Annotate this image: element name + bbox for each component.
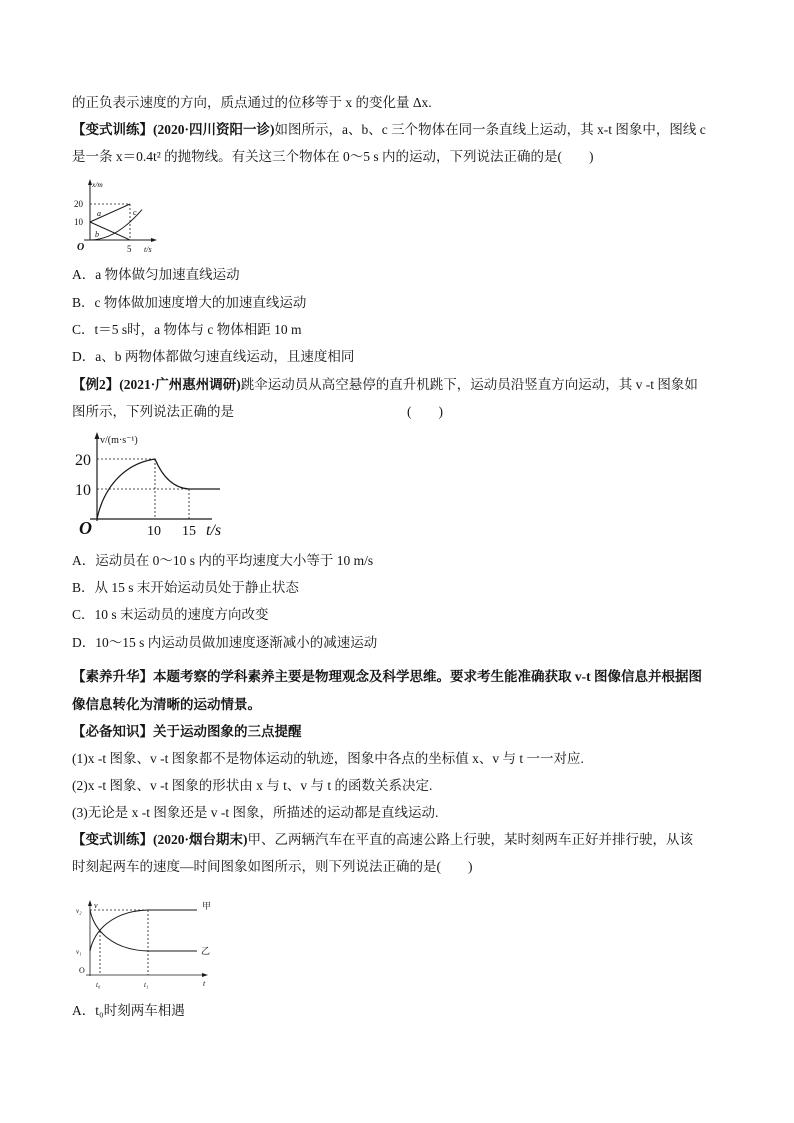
q1-source: (2020·四川资阳一诊) [153,122,275,137]
ex2-source: (2021·广州惠州调研) [119,377,241,392]
literacy-line-1 [72,668,702,686]
q1-option-a: A．a 物体做匀加速直线运动 [72,267,240,282]
knowledge-title: 关于运动图象的三点提醒 [153,724,302,739]
curve-jia [90,910,197,951]
knowledge-point-3: (3)无论是 x -t 图象还是 v -t 图象，所描述的运动都是直线运动. [72,805,439,820]
line-a [90,204,130,222]
q1-option-b: B．c 物体做加速度增大的加速直线运动 [72,295,307,310]
x-tick-10: 10 [147,524,161,539]
ex2-stem-text-1: 跳伞运动员从高空悬停的直升机跳下，运动员沿竖直方向运动，其 v -t 图象如 [240,377,698,392]
x-tick-15: 15 [182,524,196,539]
q3-tag: 【变式训练】 [72,832,153,847]
q3-stem-line-2: 时刻起两车的速度—时间图象如图所示，则下列说法正确的是( ) [72,859,473,874]
y-tick-10: 10 [74,217,83,227]
y-axis-arrow [95,432,100,439]
ex2-tag: 【例2】 [72,377,120,392]
q1-xt-graph [72,176,168,260]
curve-label-jia: 甲 [202,901,212,911]
ex2-answer-blank: ( ) [407,404,443,419]
x-tick-t1: t₁ [144,981,149,989]
x-axis-arrow [202,973,208,977]
q3-source: (2020·烟台期末) [153,832,248,847]
q1-option-d: D．a、b 两物体都做匀速直线运动，且速度相同 [72,349,355,364]
q1-stem-line-2: 是一条 x＝0.4t² 的抛物线。有关这三个物体在 0～5 s 内的运动，下列说法正确的是( ) [72,149,594,164]
q3-stem-text-1: 甲、乙两辆汽车在平直的高速公路上行驶，某时刻两车正好并排行驶，从该 [247,832,693,847]
y-axis-arrow [88,900,92,906]
curve-label-yi: 乙 [201,946,211,956]
q3-vt-graph [72,896,217,992]
y-tick-20: 20 [74,199,83,209]
q1-stem-line-1 [72,121,706,139]
curve-yi [90,910,197,951]
origin-label: O [79,518,92,538]
x-tick-5: 5 [127,244,132,254]
x-axis-label: t/s [206,522,222,539]
origin-label: O [79,966,85,975]
q3-stem-line-1 [72,831,693,849]
q1-stem-text-1: 如图所示，a、b、c 三个物体在同一条直线上运动，其 x-t 图象中，图线 c [274,122,706,137]
ex2-vt-graph [72,428,232,543]
y-axis-label: x/m [92,180,103,189]
y-axis-label: v/(m·s⁻¹) [100,435,138,446]
curve-label-a: a [97,209,101,218]
y-tick-20: 20 [75,452,91,469]
curve-label-c: c [133,208,137,217]
x-axis-label: t/s [144,245,152,254]
q1-option-c: C．t＝5 s时，a 物体与 c 物体相距 10 m [72,322,302,337]
y-tick-v2: v₂ [76,907,82,915]
ex2-option-b: B．从 15 s 末开始运动员处于静止状态 [72,580,299,595]
intro-text-line: 的正负表示速度的方向，质点通过的位移等于 x 的变化量 Δx. [72,95,432,110]
x-axis-arrow [151,238,157,242]
literacy-text-1: 本题考察的学科素养主要是物理观念及科学思维。要求考生能准确获取 v-t 图像信息并根据图 [153,669,702,684]
y-axis-label: v [94,901,98,910]
q1-tag: 【变式训练】 [72,122,153,137]
ex2-option-d: D．10～15 s 内运动员做加速度逐渐减小的减速运动 [72,635,378,650]
knowledge-point-1: (1)x -t 图象、v -t 图象都不是物体运动的轨迹，图象中各点的坐标值 x、v 与 t 一一对应. [72,751,584,766]
curve-label-b: b [95,230,99,239]
knowledge-heading [72,723,302,741]
knowledge-point-2: (2)x -t 图象、v -t 图象的形状由 x 与 t、v 与 t 的函数关系决定. [72,778,433,793]
literacy-tag: 【素养升华】 [72,669,153,684]
q3-option-a: A．t₀时刻两车相遇 [72,1003,185,1018]
ex2-option-a: A．运动员在 0～10 s 内的平均速度大小等于 10 m/s [72,553,374,568]
ex2-option-c: C．10 s 末运动员的速度方向改变 [72,607,269,622]
ex2-stem-line-2: 图所示，下列说法正确的是 [72,404,234,419]
x-axis-label: t [203,979,206,988]
literacy-line-2: 像信息转化为清晰的运动情景。 [72,697,261,712]
x-tick-t0: t₀ [96,981,101,989]
ex2-stem-line-1 [72,376,698,394]
y-tick-v1: v₁ [76,948,82,956]
y-tick-10: 10 [75,482,91,499]
knowledge-tag: 【必备知识】 [72,724,153,739]
origin-label: O [77,242,85,253]
